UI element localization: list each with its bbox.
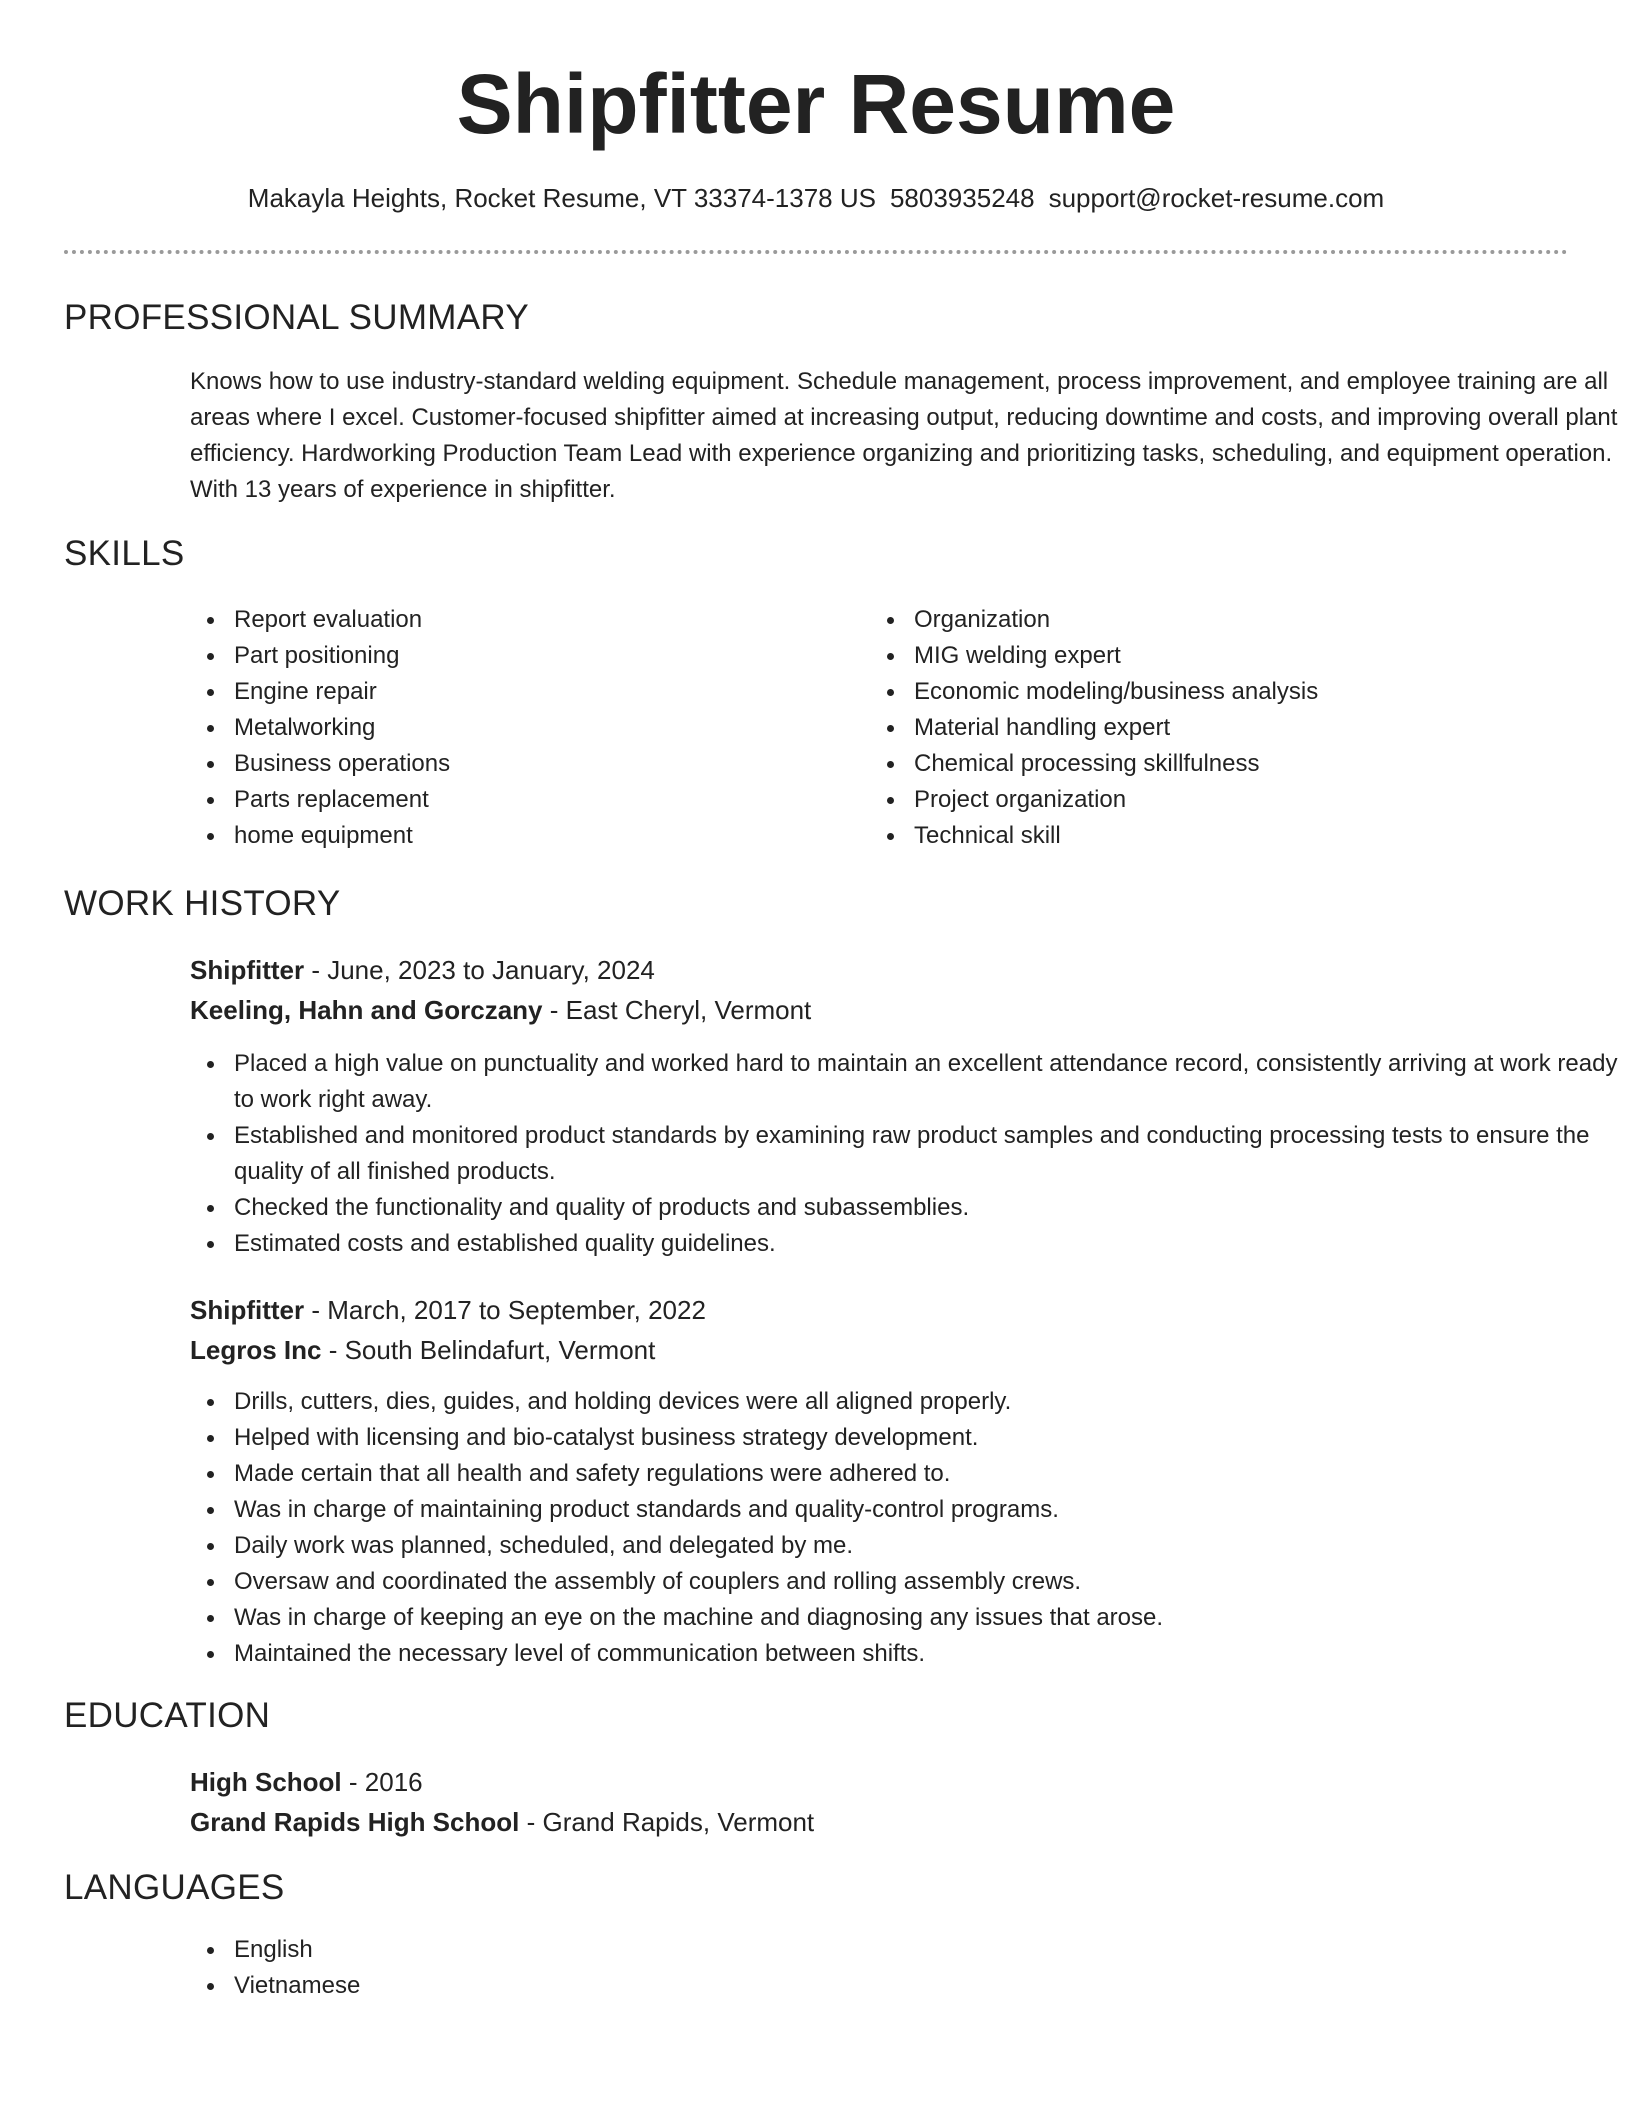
bullet-icon	[207, 1205, 214, 1212]
job-title: Shipfitter	[190, 1295, 305, 1325]
bullet-icon	[207, 1507, 214, 1514]
bullet-icon	[887, 797, 894, 804]
job-company: Keeling, Hahn and Gorczany	[190, 995, 543, 1025]
job-dates: - March, 2017 to September, 2022	[304, 1295, 706, 1325]
list-item: Material handling expert	[870, 710, 1550, 746]
list-item: Checked the functionality and quality of products and subassemblies.	[190, 1190, 1620, 1226]
list-item: Part positioning	[190, 638, 830, 674]
list-item: Business operations	[190, 746, 830, 782]
education-school: Grand Rapids High School	[190, 1807, 520, 1837]
section-heading-education: EDUCATION	[64, 1696, 271, 1735]
skills-list-left	[190, 602, 830, 854]
contact-address: Makayla Heights, Rocket Resume, VT 33374-1378 US	[247, 183, 876, 213]
job-company: Legros Inc	[190, 1335, 322, 1365]
education-location: - Grand Rapids, Vermont	[519, 1807, 815, 1837]
languages-list	[190, 1932, 1620, 2004]
job-duties-list	[190, 1384, 1620, 1672]
list-item: Drills, cutters, dies, guides, and holding devices were all aligned properly.	[190, 1384, 1620, 1420]
bullet-icon	[207, 1061, 214, 1068]
list-item: Economic modeling/business analysis	[870, 674, 1550, 710]
list-item: English	[190, 1932, 1620, 1968]
job-company-line	[190, 1330, 655, 1370]
education-school-line	[190, 1802, 814, 1842]
list-item: MIG welding expert	[870, 638, 1550, 674]
bullet-icon	[887, 833, 894, 840]
list-item: Placed a high value on punctuality and worked hard to maintain an excellent attendance record, consistently arriving at work ready to work right away.	[190, 1046, 1620, 1118]
list-item: Estimated costs and established quality guidelines.	[190, 1226, 1620, 1262]
job-duties-list	[190, 1046, 1620, 1262]
list-item: Oversaw and coordinated the assembly of couplers and rolling assembly crews.	[190, 1564, 1620, 1600]
resume-title: Shipfitter Resume	[456, 57, 1176, 151]
list-item: Established and monitored product standards by examining raw product samples and conducting processing tests to ensure the quality of all finished products.	[190, 1118, 1620, 1190]
list-item: Daily work was planned, scheduled, and delegated by me.	[190, 1528, 1620, 1564]
bullet-icon	[207, 725, 214, 732]
bullet-icon	[207, 797, 214, 804]
bullet-icon	[207, 1133, 214, 1140]
bullet-icon	[207, 1579, 214, 1586]
list-item: Organization	[870, 602, 1550, 638]
skills-list-right	[870, 602, 1550, 854]
bullet-icon	[207, 617, 214, 624]
education-year: - 2016	[341, 1767, 423, 1797]
list-item: Report evaluation	[190, 602, 830, 638]
bullet-icon	[207, 1615, 214, 1622]
list-item: Was in charge of keeping an eye on the machine and diagnosing any issues that arose.	[190, 1600, 1620, 1636]
job-company-line	[190, 990, 811, 1030]
bullet-icon	[887, 761, 894, 768]
bullet-icon	[207, 1947, 214, 1954]
summary-text: Knows how to use industry-standard welding equipment. Schedule management, process improvement, and employee training are all areas where I excel. Customer-focused shipfitter aimed at increasing output, reducing downtime and costs, and improving overall plant efficiency. Hardworking Production Team Lead with experience organizing and prioritizing tasks, scheduling, and equipment operation. With 13 years of experience in shipfitter.	[190, 368, 1618, 503]
header-divider	[64, 250, 1568, 254]
bullet-icon	[207, 1651, 214, 1658]
list-item: Maintained the necessary level of communication between shifts.	[190, 1636, 1620, 1672]
bullet-icon	[887, 725, 894, 732]
education-degree-line	[190, 1762, 423, 1802]
bullet-icon	[207, 833, 214, 840]
bullet-icon	[887, 617, 894, 624]
list-item: Helped with licensing and bio-catalyst business strategy development.	[190, 1420, 1620, 1456]
contact-email: support@rocket-resume.com	[1048, 183, 1385, 213]
job-title: Shipfitter	[190, 955, 305, 985]
section-heading-summary: PROFESSIONAL SUMMARY	[64, 298, 529, 337]
list-item: Metalworking	[190, 710, 830, 746]
bullet-icon	[207, 1435, 214, 1442]
list-item: Vietnamese	[190, 1968, 1620, 2004]
bullet-icon	[207, 1399, 214, 1406]
bullet-icon	[207, 1983, 214, 1990]
education-degree: High School	[190, 1767, 342, 1797]
list-item: Chemical processing skillfulness	[870, 746, 1550, 782]
list-item: Made certain that all health and safety regulations were adhered to.	[190, 1456, 1620, 1492]
list-item: Technical skill	[870, 818, 1550, 854]
job-location: - East Cheryl, Vermont	[542, 995, 812, 1025]
job-title-line	[190, 1290, 706, 1330]
bullet-icon	[207, 689, 214, 696]
section-heading-skills: SKILLS	[64, 534, 185, 573]
bullet-icon	[207, 1471, 214, 1478]
list-item: Parts replacement	[190, 782, 830, 818]
contact-phone: 5803935248	[889, 183, 1035, 213]
list-item: home equipment	[190, 818, 830, 854]
list-item: Project organization	[870, 782, 1550, 818]
section-heading-work: WORK HISTORY	[64, 884, 341, 923]
job-location: - South Belindafurt, Vermont	[321, 1335, 656, 1365]
bullet-icon	[207, 761, 214, 768]
list-item: Engine repair	[190, 674, 830, 710]
job-title-line	[190, 950, 655, 990]
bullet-icon	[207, 653, 214, 660]
bullet-icon	[207, 1543, 214, 1550]
bullet-icon	[887, 689, 894, 696]
bullet-icon	[207, 1241, 214, 1248]
job-dates: - June, 2023 to January, 2024	[304, 955, 655, 985]
list-item: Was in charge of maintaining product standards and quality-control programs.	[190, 1492, 1620, 1528]
contact-line	[64, 180, 1568, 216]
bullet-icon	[887, 653, 894, 660]
section-heading-languages: LANGUAGES	[64, 1868, 285, 1907]
